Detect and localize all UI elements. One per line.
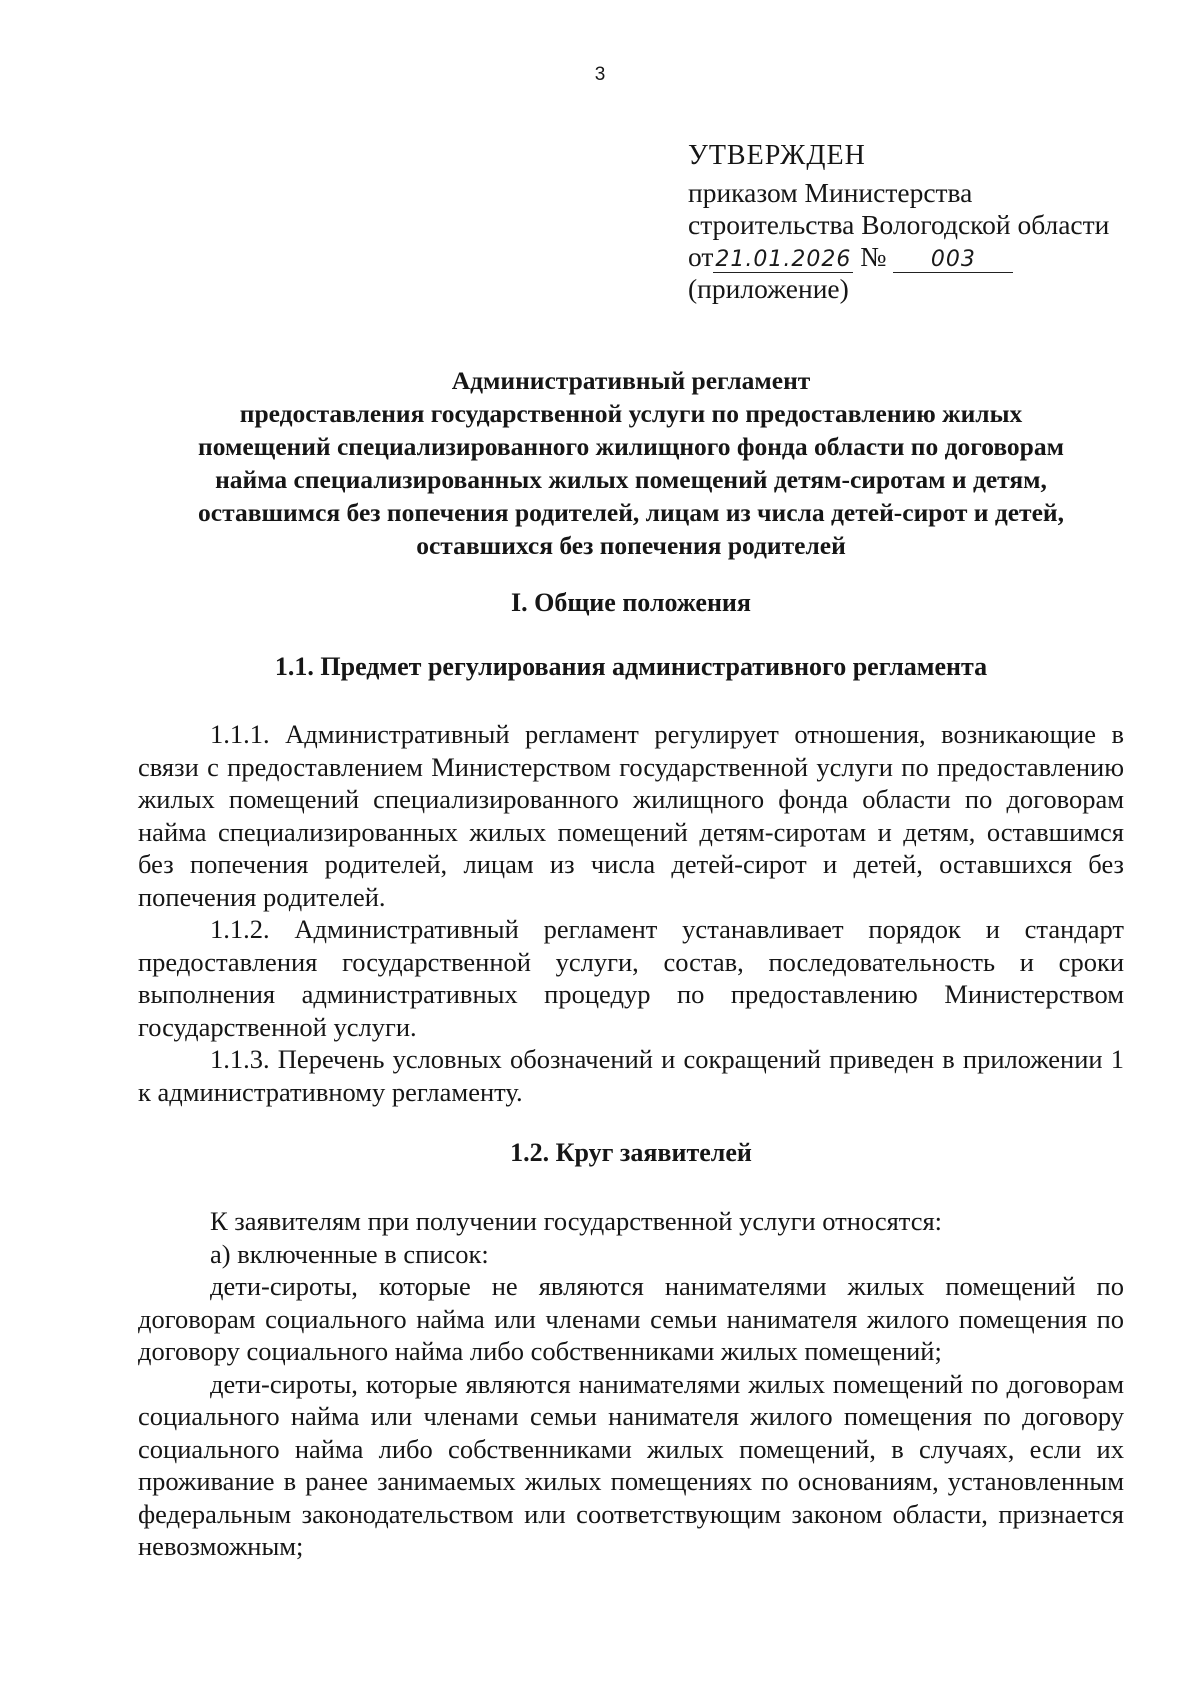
approval-line-date <box>688 241 1148 273</box>
paragraph: а) включенные в список: <box>210 1238 489 1269</box>
approval-note: (приложение) <box>688 273 849 304</box>
document-title-line: Административный регламент <box>451 366 811 395</box>
document-title-line: оставшимся без попечения родителей, лицам из числа детей-сирот и детей, <box>198 498 1064 527</box>
approval-line-order: приказом Министерства <box>688 177 973 208</box>
handwritten-date: 21.01.2026 <box>713 248 853 273</box>
section-heading: I. Общие положения <box>511 588 751 617</box>
page-number: 3 <box>594 64 606 85</box>
number-sign: № <box>860 241 887 272</box>
subsection-heading: 1.1. Предмет регулирования административного регламента <box>274 652 988 681</box>
paragraph: 1.1.3. Перечень условных обозначений и сокращений приведен в приложении 1 к административному регламенту. <box>138 1044 1124 1107</box>
document-title-line: найма специализированных жилых помещений детям-сиротам и детям, <box>215 465 1047 494</box>
subsection-1-1-body <box>138 718 1124 1108</box>
paragraph: дети-сироты, которые являются нанимателями жилых помещений по договорам социального найма или членами семьи нанимателя жилого помещения по договору социального найма либо собственниками жилых помещений, в случаях, если их проживание в ранее занимаемых жилых помещениях по основаниям, установленным федеральным законодательством или соответствующим законом области, признается невозможным; <box>138 1368 1124 1561</box>
approval-from-prefix: от <box>688 241 714 272</box>
subsection-heading: 1.2. Круг заявителей <box>510 1138 752 1167</box>
document-title-line: помещений специализированного жилищного фонда области по договорам <box>198 432 1064 461</box>
document-title-line: оставшихся без попечения родителей <box>416 531 846 560</box>
approval-title: УТВЕРЖДЕН <box>688 140 866 171</box>
approval-stamp-block <box>688 140 1148 305</box>
subsection-1-2-body <box>138 1205 1124 1563</box>
paragraph: дети-сироты, которые не являются нанимателями жилых помещений по договорам социального найма или членами семьи нанимателя жилого помещения по договору социального найма либо собственниками жилых помещений; <box>138 1271 1124 1366</box>
paragraph: К заявителям при получении государственной услуги относятся: <box>210 1206 943 1236</box>
approval-line-ministry: строительства Вологодской области <box>688 209 1110 240</box>
handwritten-order-number: 003 <box>893 248 1013 273</box>
paragraph: 1.1.2. Административный регламент устанавливает порядок и стандарт предоставления государственной услуги, состав, последовательность и сроки выполнения административных процедур по предоставлению Министерством государственной услуги. <box>138 914 1124 1042</box>
document-title <box>138 364 1124 562</box>
document-title-line: предоставления государственной услуги по предоставлению жилых <box>239 399 1023 428</box>
paragraph: 1.1.1. Административный регламент регулирует отношения, возникающие в связи с предоставлением Министерством государственной услуги по предоставлению жилых помещений специализированного жилищного фонда области по договорам найма специализированных жилых помещений детям-сиротам и детям, оставшимся без попечения родителей, лицам из числа детей-сирот и детей, оставшихся без попечения родителей. <box>138 719 1124 912</box>
